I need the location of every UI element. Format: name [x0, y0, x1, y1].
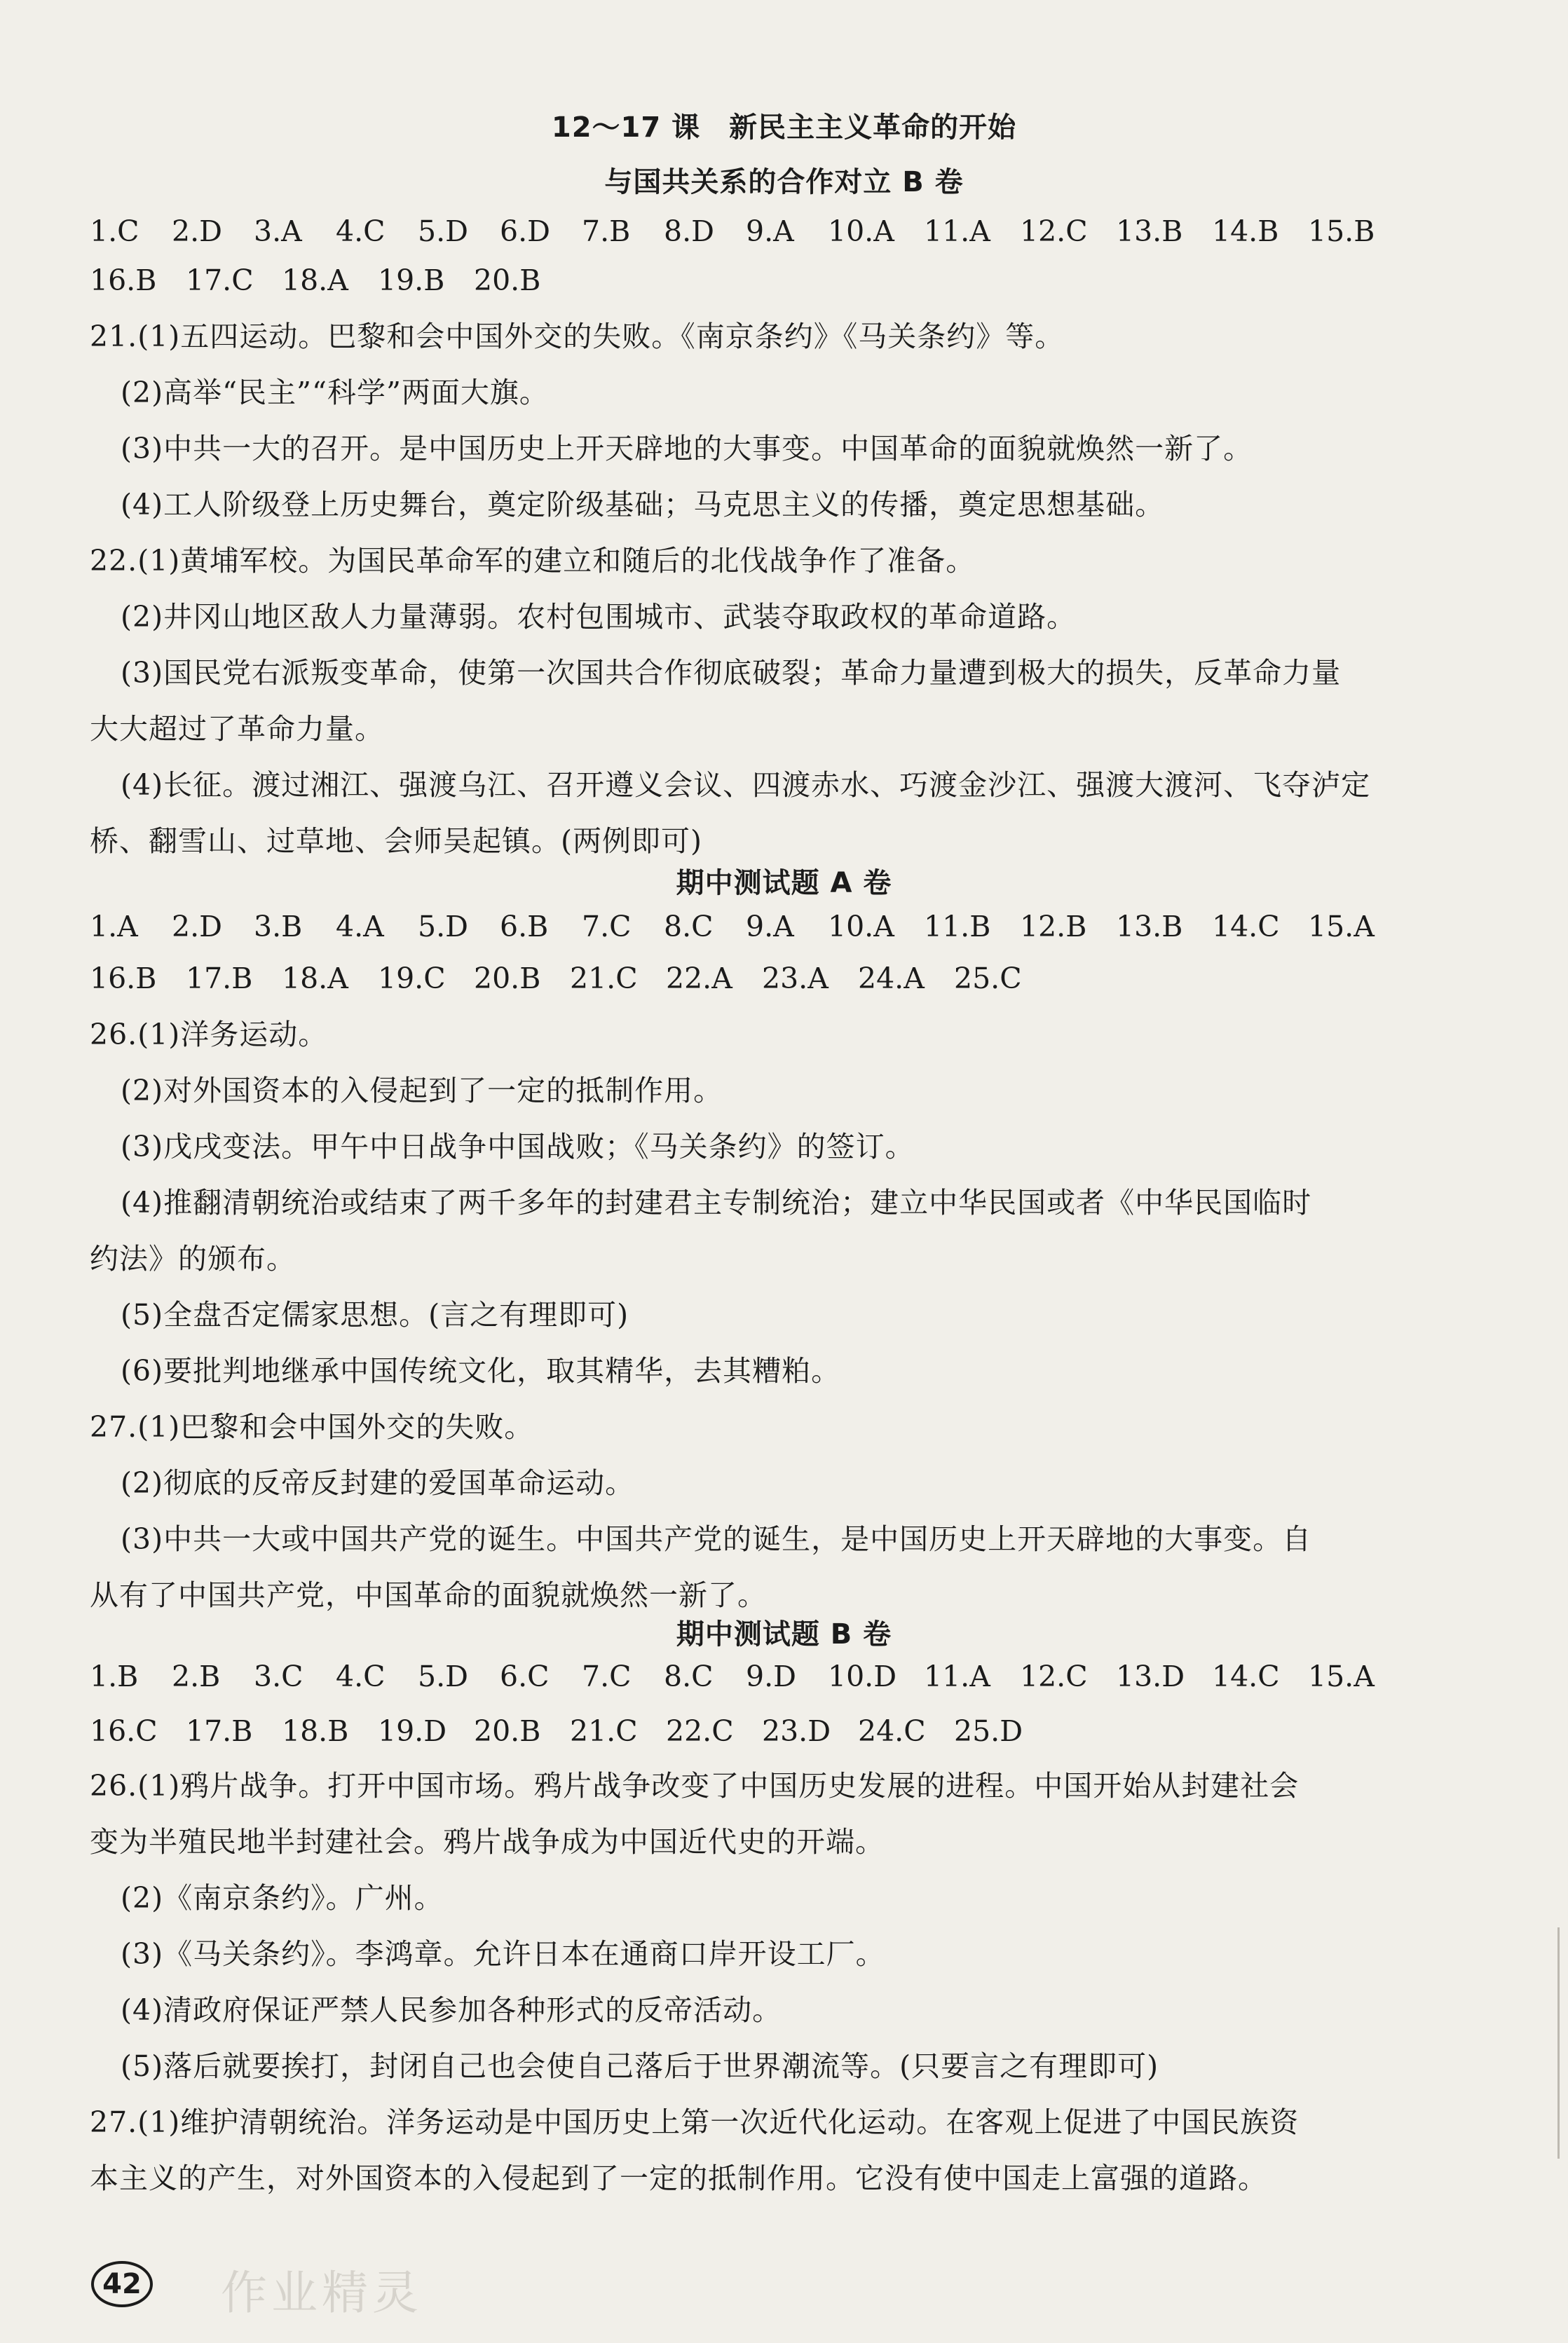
answer-item: 23.A	[762, 962, 829, 995]
answer-item: 7.C	[582, 910, 632, 943]
answer-item: 18.A	[282, 962, 348, 995]
section3-answers-row2	[90, 1710, 1023, 1752]
answer-item: 3.C	[254, 1660, 304, 1693]
section1-answers-row1	[90, 210, 1375, 252]
section3-title: 期中测试题 B 卷	[676, 1618, 892, 1651]
answer-item: 24.A	[858, 962, 925, 995]
answer-line: 从有了中国共产党，中国革命的面貌就焕然一新了。	[90, 1578, 767, 1612]
answer-item: 5.D	[418, 910, 468, 943]
answer-line: (2)对外国资本的入侵起到了一定的抵制作用。	[121, 1074, 723, 1107]
answer-item: 14.C	[1212, 910, 1280, 943]
answer-item: 14.B	[1212, 214, 1279, 248]
answer-item: 12.C	[1020, 214, 1088, 248]
answer-item: 2.D	[172, 910, 222, 943]
answer-line: 本主义的产生，对外国资本的入侵起到了一定的抵制作用。它没有使中国走上富强的道路。	[90, 2161, 1267, 2195]
answer-item: 15.A	[1308, 910, 1375, 943]
answer-item: 10.A	[828, 910, 894, 943]
answer-item: 1.C	[90, 214, 139, 248]
answer-line: (5)全盘否定儒家思想。(言之有理即可)	[121, 1298, 629, 1332]
answer-item: 22.C	[666, 1714, 734, 1748]
section1-title-line2: 与国共关系的合作对立 B 卷	[604, 166, 964, 198]
answer-item: 16.B	[90, 264, 157, 297]
answer-item: 11.B	[924, 910, 991, 943]
section2-answers-row1	[90, 906, 1375, 948]
answer-item: 4.C	[336, 1660, 386, 1693]
answer-item: 9.A	[746, 214, 794, 248]
answer-line: (2)高举“民主”“科学”两面大旗。	[121, 376, 549, 409]
answer-line: 22.(1)黄埔军校。为国民革命军的建立和随后的北伐战争作了准备。	[90, 544, 976, 578]
section3-answers-row1	[90, 1655, 1375, 1698]
answer-line: (3)戊戌变法。甲午中日战争中国战败；《马关条约》的签订。	[121, 1130, 915, 1163]
answer-item: 22.A	[666, 962, 732, 995]
section1-title-line1: 12～17 课 新民主主义革命的开始	[551, 111, 1017, 144]
section2-title: 期中测试题 A 卷	[676, 867, 892, 899]
answer-item: 19.C	[378, 962, 446, 995]
answer-line: (2)彻底的反帝反封建的爱国革命运动。	[121, 1466, 635, 1500]
answer-line: 26.(1)洋务运动。	[90, 1018, 328, 1051]
answer-line: (4)工人阶级登上历史舞台，奠定阶级基础；马克思主义的传播，奠定思想基础。	[121, 488, 1165, 521]
answer-line: 27.(1)维护清朝统治。洋务运动是中国历史上第一次近代化运动。在客观上促进了中国民族资	[90, 2105, 1300, 2139]
answer-line: (3)中共一大或中国共产党的诞生。中国共产党的诞生，是中国历史上开天辟地的大事变。自	[121, 1522, 1312, 1556]
answer-item: 16.B	[90, 962, 157, 995]
answer-item: 17.C	[186, 264, 254, 297]
answer-line: 27.(1)巴黎和会中国外交的失败。	[90, 1410, 534, 1444]
section1-answers-row2	[90, 259, 540, 301]
answer-item: 1.A	[90, 910, 138, 943]
answer-line: 变为半殖民地半封建社会。鸦片战争成为中国近代史的开端。	[90, 1825, 885, 1859]
answer-item: 13.D	[1116, 1660, 1185, 1693]
answer-item: 11.A	[924, 214, 990, 248]
answer-item: 25.C	[954, 962, 1022, 995]
answer-item: 24.C	[858, 1714, 926, 1748]
answer-item: 25.D	[954, 1714, 1023, 1748]
answer-item: 19.B	[378, 264, 445, 297]
answer-line: (3)《马关条约》。李鸿章。允许日本在通商口岸开设工厂。	[121, 1937, 885, 1971]
answer-item: 15.A	[1308, 1660, 1375, 1693]
answer-item: 13.B	[1116, 910, 1183, 943]
answer-item: 6.B	[500, 910, 549, 943]
answer-line: (2)《南京条约》。广州。	[121, 1881, 444, 1915]
answer-item: 21.C	[570, 962, 638, 995]
answer-item: 12.B	[1020, 910, 1087, 943]
answer-item: 6.C	[500, 1660, 550, 1693]
answer-item: 16.C	[90, 1714, 158, 1748]
answer-item: 15.B	[1308, 214, 1375, 248]
answer-line: 大大超过了革命力量。	[90, 712, 384, 746]
page-number-badge: 42	[91, 2261, 153, 2307]
answer-item: 18.A	[282, 264, 348, 297]
answer-item: 3.A	[254, 214, 302, 248]
answer-item: 4.A	[336, 910, 384, 943]
answer-item: 21.C	[570, 1714, 638, 1748]
answer-item: 10.D	[828, 1660, 897, 1693]
answer-item: 8.C	[664, 910, 714, 943]
answer-item: 5.D	[418, 214, 468, 248]
answer-line: (2)井冈山地区敌人力量薄弱。农村包围城市、武装夺取政权的革命道路。	[121, 600, 1077, 634]
watermark-text: 作业精灵	[221, 2266, 423, 2320]
answer-item: 23.D	[762, 1714, 831, 1748]
answer-item: 11.A	[924, 1660, 990, 1693]
answer-line: (4)清政府保证严禁人民参加各种形式的反帝活动。	[121, 1993, 782, 2027]
answer-line: (4)长征。渡过湘江、强渡乌江、召开遵义会议、四渡赤水、巧渡金沙江、强渡大渡河、飞夺泸定	[121, 768, 1371, 802]
answer-item: 10.A	[828, 214, 894, 248]
answer-item: 12.C	[1020, 1660, 1088, 1693]
answer-line: 21.(1)五四运动。巴黎和会中国外交的失败。《南京条约》《马关条约》等。	[90, 320, 1065, 353]
answer-item: 8.D	[664, 214, 714, 248]
answer-line: 26.(1)鸦片战争。打开中国市场。鸦片战争改变了中国历史发展的进程。中国开始从封建社会	[90, 1769, 1300, 1803]
answer-item: 6.D	[500, 214, 550, 248]
answer-line: 约法》的颁布。	[90, 1242, 296, 1276]
answer-item: 14.C	[1212, 1660, 1280, 1693]
answer-item: 1.B	[90, 1660, 139, 1693]
answer-item: 3.B	[254, 910, 303, 943]
answer-item: 20.B	[474, 962, 541, 995]
answer-item: 17.B	[186, 962, 253, 995]
answer-item: 2.D	[172, 214, 222, 248]
answer-item: 19.D	[378, 1714, 447, 1748]
answer-item: 13.B	[1116, 214, 1183, 248]
answer-item: 7.C	[582, 1660, 632, 1693]
answer-item: 20.B	[474, 264, 541, 297]
answer-line: (5)落后就要挨打，封闭自己也会使自己落后于世界潮流等。(只要言之有理即可)	[121, 2049, 1159, 2083]
answer-item: 2.B	[172, 1660, 221, 1693]
answer-item: 4.C	[336, 214, 386, 248]
answer-line: (4)推翻清朝统治或结束了两千多年的封建君主专制统治；建立中华民国或者《中华民国临时	[121, 1186, 1312, 1220]
answer-item: 9.D	[746, 1660, 796, 1693]
answer-line: 桥、翻雪山、过草地、会师吴起镇。(两例即可)	[90, 824, 702, 858]
answer-item: 5.D	[418, 1660, 468, 1693]
answer-item: 9.A	[746, 910, 794, 943]
answer-item: 7.B	[582, 214, 631, 248]
section2-answers-row2	[90, 957, 1022, 999]
answer-item: 18.B	[282, 1714, 349, 1748]
edge-divider	[1557, 1927, 1560, 2159]
answer-line: (3)国民党右派叛变革命，使第一次国共合作彻底破裂；革命力量遭到极大的损失，反革命力量	[121, 656, 1342, 690]
answer-item: 8.C	[664, 1660, 714, 1693]
answer-item: 17.B	[186, 1714, 253, 1748]
answer-item: 20.B	[474, 1714, 541, 1748]
answer-line: (6)要批判地继承中国传统文化，取其精华，去其糟粕。	[121, 1354, 841, 1388]
answer-line: (3)中共一大的召开。是中国历史上开天辟地的大事变。中国革命的面貌就焕然一新了。	[121, 432, 1253, 465]
